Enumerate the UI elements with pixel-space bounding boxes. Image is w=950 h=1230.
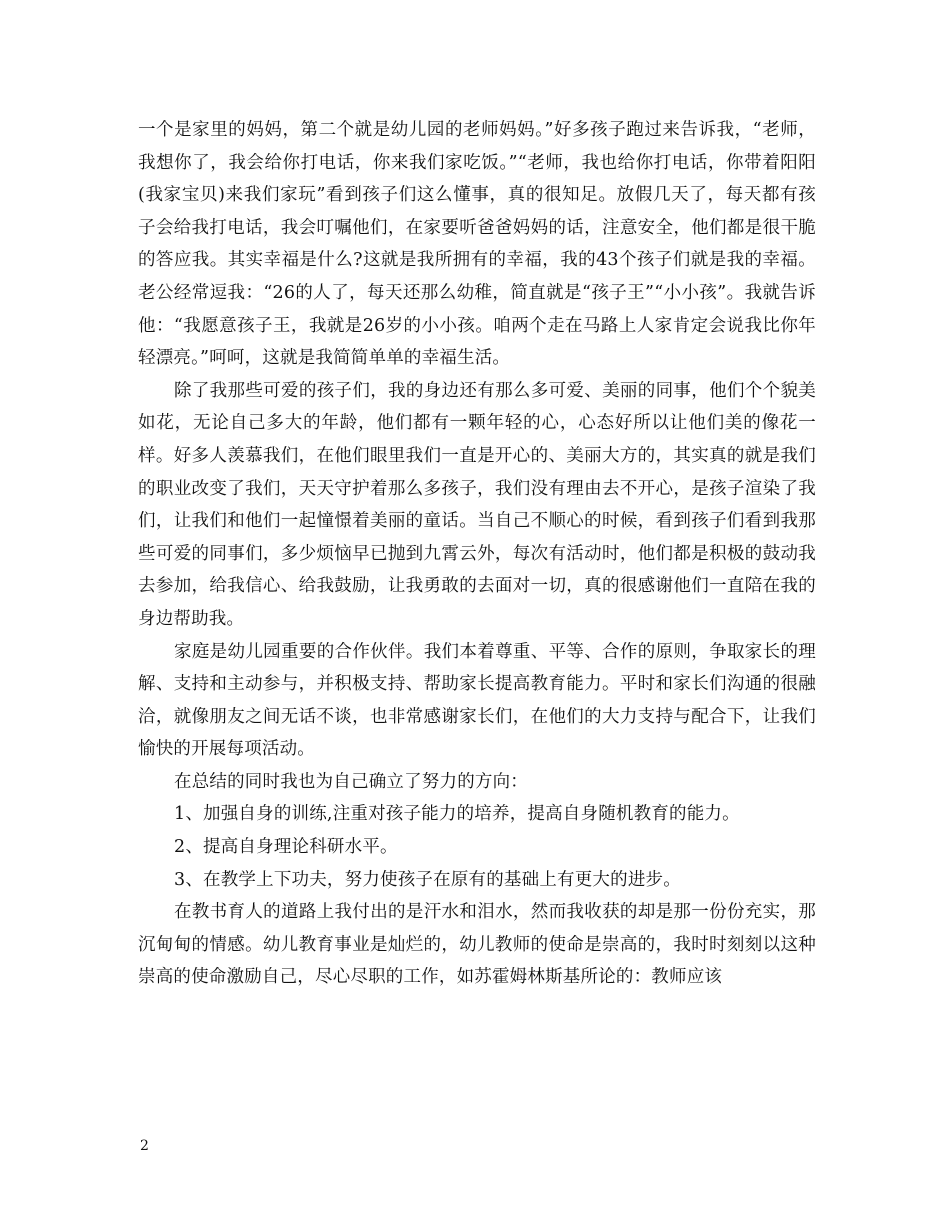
list-item-goal-1: 1、加强自身的训练,注重对孩子能力的培养，提高自身随机教育的能力。 [174,804,740,825]
paragraph-closing: 在教书育人的道路上我付出的是汗水和泪水，然而我收获的却是那一份份充实，那沉甸甸的情感。幼儿教育事业是灿烂的，幼儿教师的使命是崇高的，我时时刻刻以这种崇高的使命激励自己，尽心尽职的工作，如苏霍姆林斯基所论的：教师应该 [138,902,816,988]
paragraph-direction-intro: 在总结的同时我也为自己确立了努力的方向： [174,771,528,792]
paragraph-continued: 一个是家里的妈妈，第二个就是幼儿园的老师妈妈。”好多孩子跑过来告诉我，“老师，我想你了，我会给你打电话，你来我们家吃饭。”“老师，我也给你打电话，你带着阳阳(我家宝贝)来我们家玩”看到孩子们这么懂事，真的很知足。放假几天了，每天都有孩子会给我打电话，我会叮嘱他们，在家要听爸爸妈妈的话，注意安全，他们都是很干脆的答应我。其实幸福是什么?这就是我所拥有的幸福，我的43个孩子们就是我的幸福。老公经常逗我：“26的人了，每天还那么幼稚，简直就是“孩子王”“小小孩”。我就告诉他：“我愿意孩子王，我就是26岁的小小孩。咱两个走在马路上人家肯定会说我比你年轻漂亮。”呵呵，这就是我简简单单的幸福生活。 [138,120,816,369]
paragraph-families: 家庭是幼儿园重要的合作伙伴。我们本着尊重、平等、合作的原则，争取家长的理解、支持和主动参与，并积极支持、帮助家长提高教育能力。平时和家长们沟通的很融洽，就像朋友之间无话不谈，也非常感谢家长们，在他们的大力支持与配合下，让我们愉快的开展每项活动。 [138,641,816,760]
paragraph-colleagues: 除了我那些可爱的孩子们，我的身边还有那么多可爱、美丽的同事，他们个个貌美如花，无论自己多大的年龄，他们都有一颗年轻的心，心态好所以让他们美的像花一样。好多人羡慕我们，在他们眼里我们一直是开心的、美丽大方的，其实真的就是我们的职业改变了我们，天天守护着那么多孩子，我们没有理由去不开心，是孩子渲染了我们，让我们和他们一起憧憬着美丽的童话。当自己不顺心的时候，看到孩子们看到我那些可爱的同事们，多少烦恼早已抛到九霄云外，每次有活动时，他们都是积极的鼓动我去参加，给我信心、给我鼓励，让我勇敢的去面对一切，真的很感谢他们一直陪在我的身边帮助我。 [138,380,816,629]
list-item-goal-2: 2、提高自身理论科研水平。 [174,837,398,858]
list-item-goal-3: 3、在教学上下功夫，努力使孩子在原有的基础上有更大的进步。 [174,869,681,890]
page-number: 2 [140,1138,149,1154]
document-body [138,114,816,994]
